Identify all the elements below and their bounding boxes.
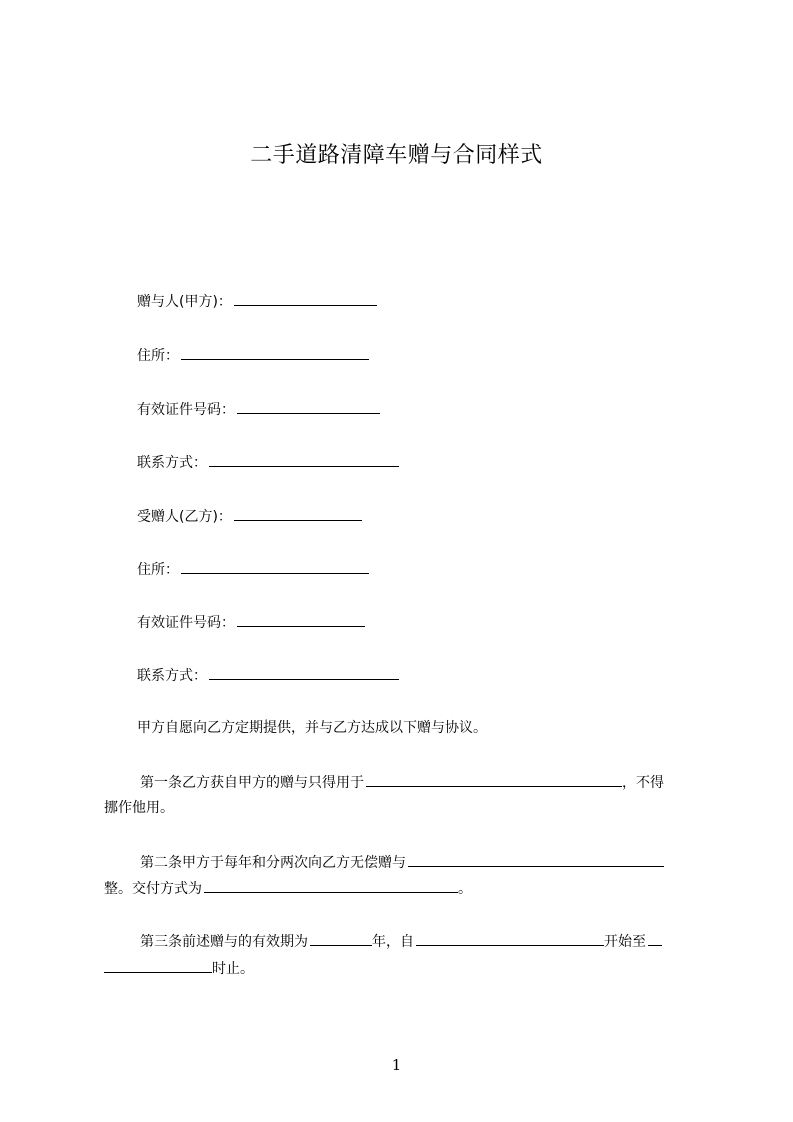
donor-address-blank (181, 345, 369, 360)
article1-line2: 挪作他用。 (104, 800, 174, 816)
document-title: 二手道路清障车赠与合同样式 (250, 143, 543, 168)
article2-line1 (140, 852, 664, 873)
article2-line2-suffix: 。 (458, 881, 472, 897)
donor-id-label: 有效证件号码： (137, 402, 235, 418)
donor-name-field (137, 291, 377, 312)
article1-text: 第一条乙方获自甲方的赠与只得用于 (140, 775, 364, 791)
donor-address-field (137, 345, 369, 366)
donor-contact-label: 联系方式： (137, 455, 207, 471)
article2-text: 第二条甲方于每年和分两次向乙方无偿赠与 (140, 855, 406, 871)
article3-line2 (104, 958, 254, 979)
donor-id-field (137, 399, 380, 420)
article1-line1 (140, 772, 664, 793)
donee-address-label: 住所： (137, 562, 179, 578)
article3-line2-suffix: 时止。 (212, 961, 254, 977)
donor-name-blank (234, 291, 377, 306)
donee-name-field (137, 506, 362, 527)
article3-years-blank (310, 931, 372, 946)
article3-text: 第三条前述赠与的有效期为 (140, 934, 308, 950)
donee-contact-field (137, 665, 399, 686)
donor-id-blank (237, 399, 380, 414)
article3-start-blank (416, 931, 604, 946)
donee-address-blank (181, 559, 369, 574)
donee-id-blank (237, 612, 365, 627)
donee-name-label: 受赠人(乙方)： (137, 509, 232, 525)
donee-name-blank (234, 506, 362, 521)
article3-start-label: 开始至 (604, 934, 646, 950)
donee-contact-blank (209, 665, 399, 680)
article2-line2-prefix: 整。交付方式为 (104, 881, 202, 897)
article3-line1 (140, 931, 662, 952)
donee-id-field (137, 612, 365, 633)
article2-line2 (104, 878, 472, 899)
donor-name-label: 赠与人(甲方)： (137, 294, 232, 310)
article3-end-blank-part2 (104, 958, 212, 973)
donor-contact-field (137, 452, 399, 473)
article3-end-blank-part1 (648, 931, 662, 946)
donor-address-label: 住所： (137, 348, 179, 364)
article2-amount-blank (408, 852, 664, 867)
donee-id-label: 有效证件号码： (137, 615, 235, 631)
article1-suffix: ，不得 (622, 775, 664, 791)
page-number: 1 (391, 1056, 402, 1074)
donee-address-field (137, 559, 369, 580)
intro-paragraph: 甲方自愿向乙方定期提供，并与乙方达成以下赠与协议。 (137, 720, 487, 736)
article3-year-label: 年，自 (372, 934, 414, 950)
article2-method-blank (204, 878, 458, 893)
donee-contact-label: 联系方式： (137, 668, 207, 684)
article1-purpose-blank (366, 772, 622, 787)
donor-contact-blank (209, 452, 399, 467)
